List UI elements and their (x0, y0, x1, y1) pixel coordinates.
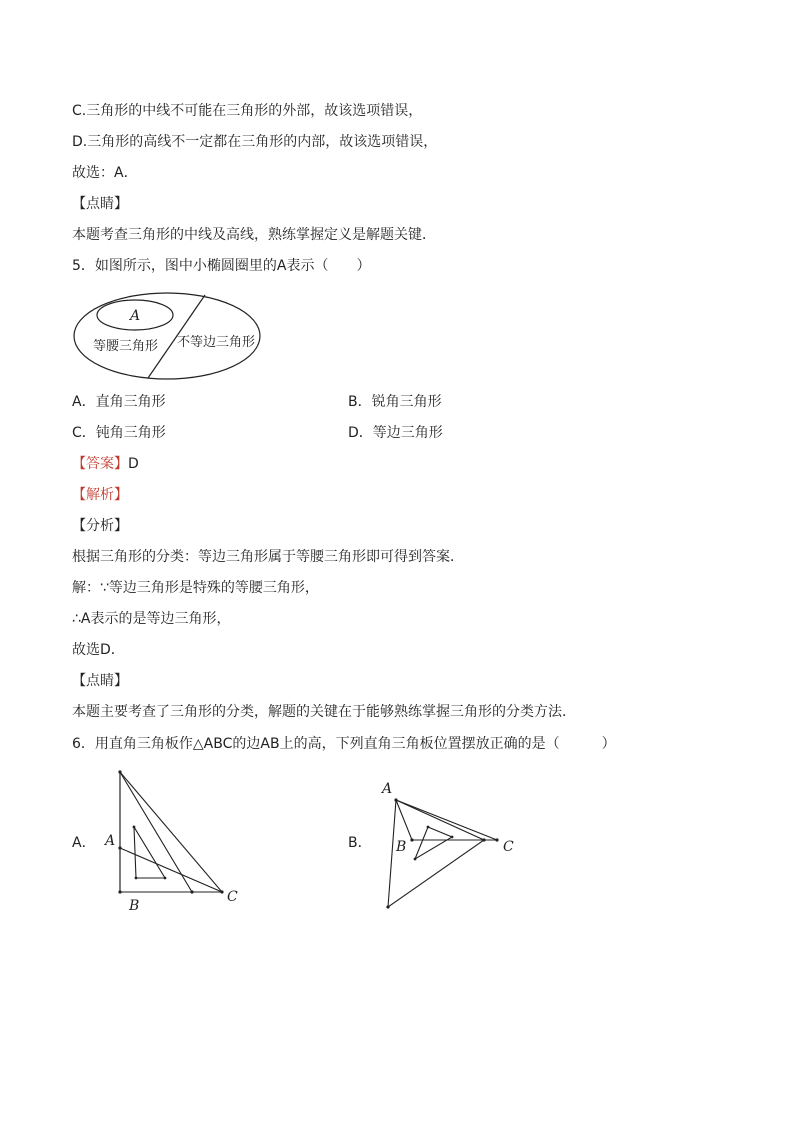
q6-figure-b (370, 775, 530, 920)
section-heading: 【点睛】 (72, 196, 128, 212)
jiexi-heading: 【解析】 (72, 487, 128, 503)
vertex-label-a: A (382, 781, 393, 797)
vertex-label-b: B (129, 898, 140, 914)
dianjing-heading: 【点睛】 (72, 673, 128, 689)
inner-label: A (130, 308, 141, 324)
option-d: D．等边三角形 (348, 425, 443, 441)
text-line: 解：∵等边三角形是特殊的等腰三角形， (72, 580, 319, 596)
vertex-label-c: C (227, 889, 238, 905)
option-a: A．直角三角形 (72, 394, 166, 410)
q5-venn-figure (72, 290, 264, 382)
text-line: 本题主要考查了三角形的分类，解题的关键在于能够熟练掌握三角形的分类方法． (72, 704, 576, 720)
triangle-abc (396, 800, 497, 840)
set-square-inner (134, 827, 165, 878)
question-6: 6．用直角三角板作△ABC的边AB上的高，下列直角三角板位置摆放正确的是（ ） (72, 736, 616, 752)
q6-figure-a (100, 760, 250, 920)
text-line: 故选：A． (72, 165, 138, 181)
vertex-label-b: B (396, 839, 407, 855)
answer-line (72, 454, 139, 474)
text-line: D.三角形的高线不一定都在三角形的内部，故该选项错误， (72, 134, 438, 150)
text-line: 根据三角形的分类：等边三角形属于等腰三角形即可得到答案． (72, 549, 464, 565)
q6-option-a-label: A． (72, 835, 96, 851)
answer-tag: 【答案】 (72, 456, 128, 472)
left-region-label: 等腰三角形 (93, 339, 159, 354)
text-line: C.三角形的中线不可能在三角形的外部，故该选项错误， (72, 103, 423, 119)
q6-option-b-label: B． (348, 835, 372, 851)
set-square-inner (415, 827, 452, 859)
option-c: C．钝角三角形 (72, 425, 166, 441)
text-line: 本题考查三角形的中线及高线，熟练掌握定义是解题关键． (72, 227, 436, 243)
option-b: B．锐角三角形 (348, 394, 442, 410)
right-region-label: 不等边三角形 (177, 335, 256, 350)
question-5: 5．如图所示，图中小椭圆圈里的A表示（ ） (72, 258, 371, 274)
vertex-label-a: A (105, 833, 116, 849)
fenxi-heading: 【分析】 (72, 518, 128, 534)
text-line: 故选D． (72, 642, 125, 658)
answer-value: D (128, 456, 139, 472)
text-line: ∴A表示的是等边三角形， (72, 611, 231, 627)
vertex-label-c: C (503, 839, 514, 855)
set-square-outer (120, 772, 192, 892)
